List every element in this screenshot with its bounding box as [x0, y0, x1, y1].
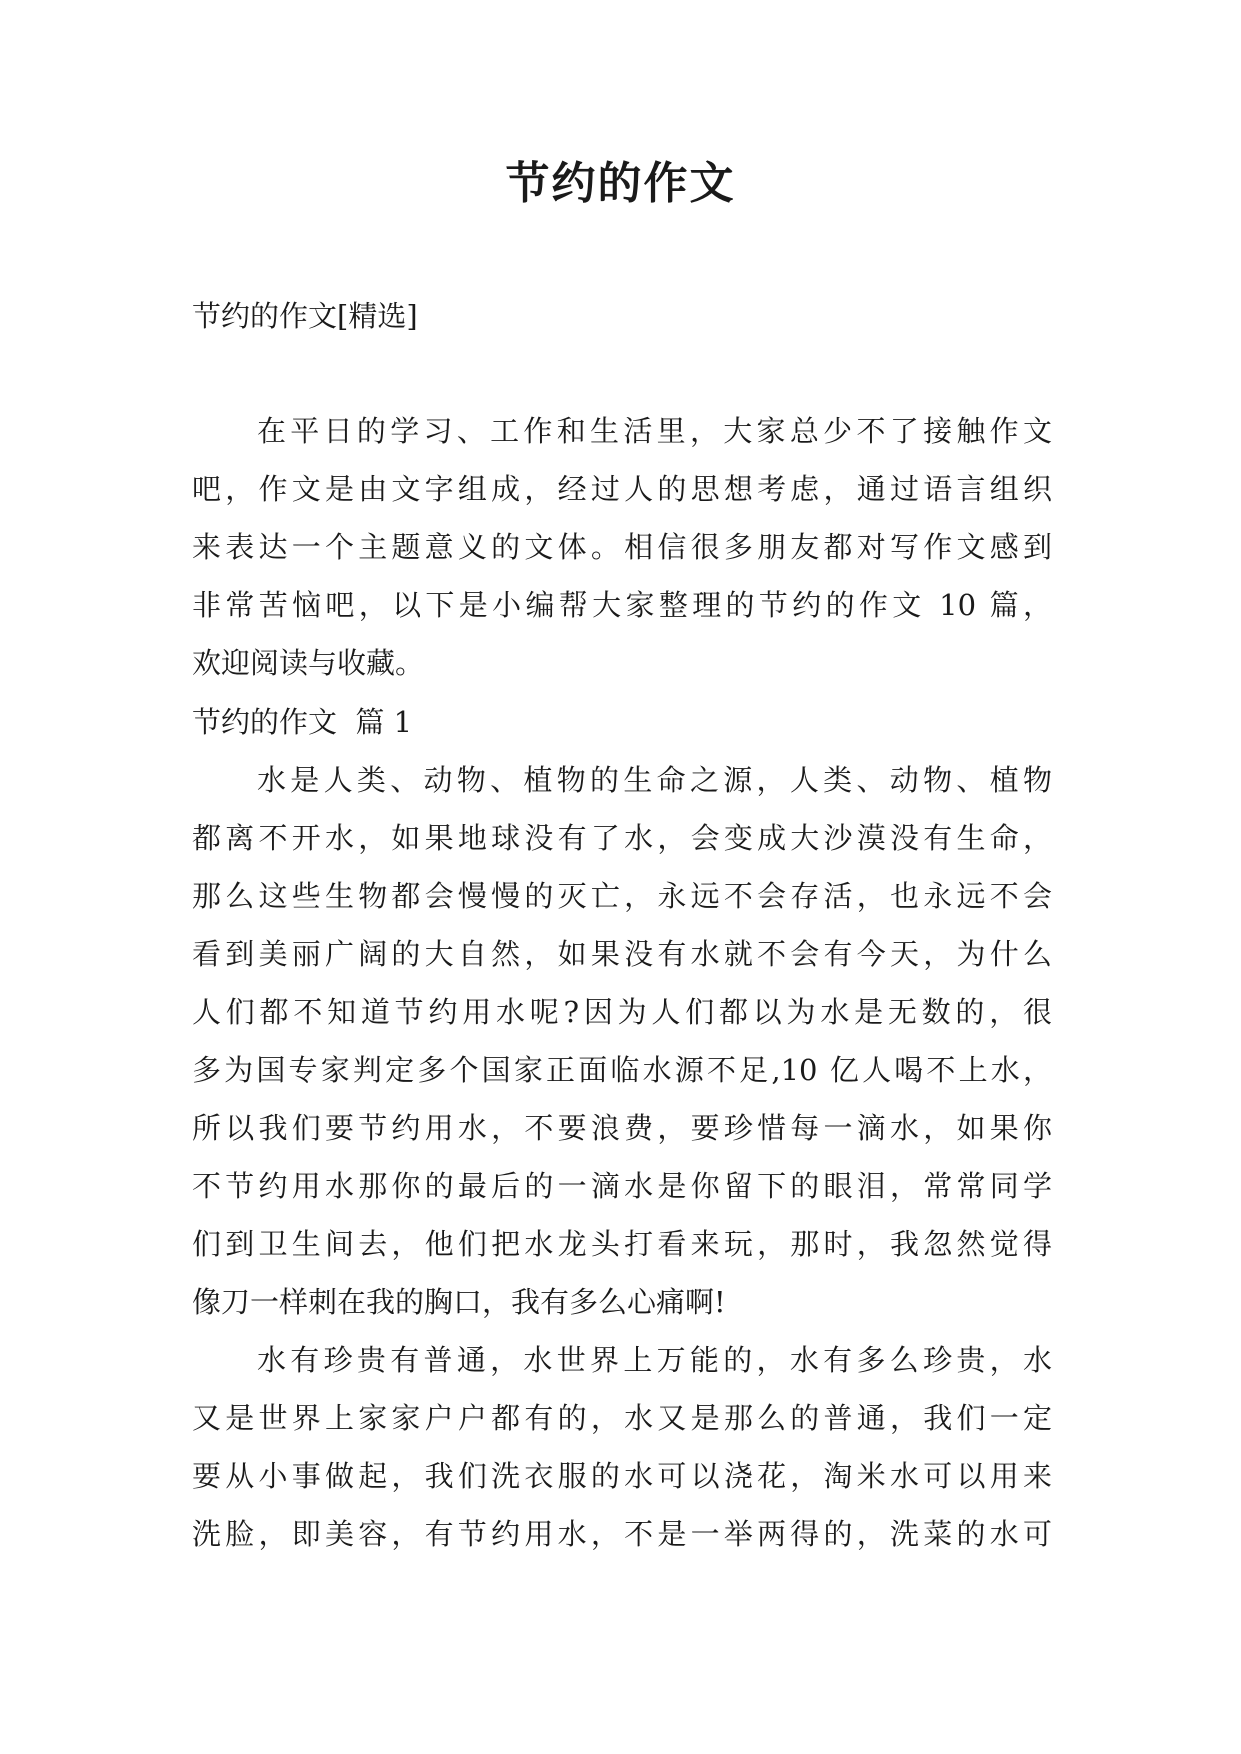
paragraph-1 [192, 751, 1052, 1331]
document-title: 节约的作文 [505, 158, 736, 209]
text-line: 多为国专家判定多个国家正面临水源不足,10 亿人喝不上水， [192, 1053, 1052, 1087]
text-line: 们到卫生间去，他们把水龙头打看来玩，那时，我忽然觉得 [192, 1227, 1052, 1261]
text-line: 人们都不知道节约用水呢?因为人们都以为水是无数的，很 [192, 995, 1052, 1029]
text-line: 像刀一样刺在我的胸口，我有多么心痛啊! [192, 1285, 726, 1319]
text-line: 不节约用水那你的最后的一滴水是你留下的眼泪，常常同学 [192, 1169, 1052, 1203]
intro-paragraph [192, 402, 1052, 692]
text-line: 水有珍贵有普通，水世界上万能的，水有多么珍贵，水 [257, 1343, 1052, 1377]
text-line: 水是人类、动物、植物的生命之源，人类、动物、植物 [257, 763, 1052, 797]
paragraph-2 [192, 1331, 1052, 1563]
text-line: 吧，作文是由文字组成，经过人的思想考虑，通过语言组织 [192, 472, 1052, 506]
section-heading: 节约的作文 篇 1 [192, 705, 413, 739]
text-line: 在平日的学习、工作和生活里，大家总少不了接触作文 [257, 414, 1052, 448]
text-line: 所以我们要节约用水，不要浪费，要珍惜每一滴水，如果你 [192, 1111, 1052, 1145]
text-line: 那么这些生物都会慢慢的灭亡，永远不会存活，也永远不会 [192, 879, 1052, 913]
text-line: 要从小事做起，我们洗衣服的水可以浇花，淘米水可以用来 [192, 1459, 1052, 1493]
text-line: 洗脸，即美容，有节约用水，不是一举两得的，洗菜的水可 [192, 1517, 1052, 1551]
text-line: 又是世界上家家户户都有的，水又是那么的普通，我们一定 [192, 1401, 1052, 1435]
text-line: 欢迎阅读与收藏。 [192, 646, 425, 680]
document-subtitle: 节约的作文[精选] [192, 299, 418, 333]
text-line: 看到美丽广阔的大自然，如果没有水就不会有今天，为什么 [192, 937, 1052, 971]
text-line: 都离不开水，如果地球没有了水，会变成大沙漠没有生命， [192, 821, 1052, 855]
text-line: 非常苦恼吧，以下是小编帮大家整理的节约的作文 10 篇， [192, 588, 1052, 622]
text-line: 来表达一个主题意义的文体。相信很多朋友都对写作文感到 [192, 530, 1052, 564]
